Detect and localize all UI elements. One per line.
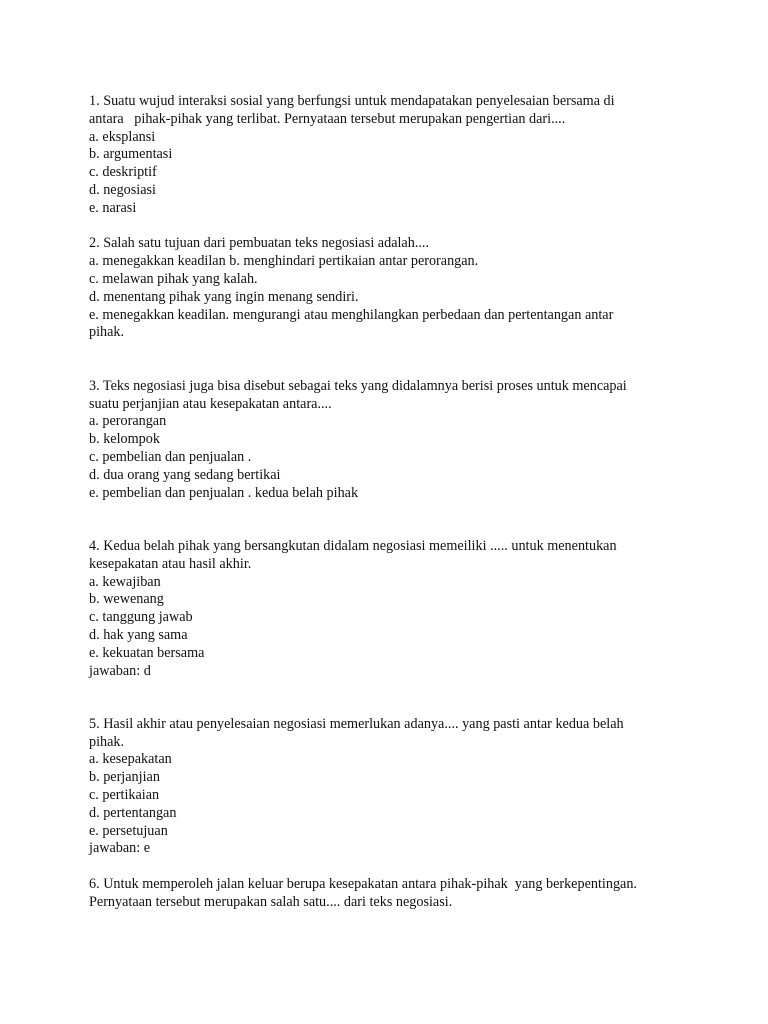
question-3-stem-line-2: suatu perjanjian atau kesepakatan antara.... bbox=[89, 395, 332, 412]
question-3-stem-line-1: 3. Teks negosiasi juga bisa disebut sebagai teks yang didalamnya berisi proses untuk mencapai bbox=[89, 377, 627, 394]
question-2-stem-line-1: 2. Salah satu tujuan dari pembuatan teks negosiasi adalah.... bbox=[89, 235, 430, 252]
question-6-stem-line-2: Pernyataan tersebut merupakan salah satu.... dari teks negosiasi. bbox=[89, 893, 453, 910]
question-1-stem-line-1: 1. Suatu wujud interaksi sosial yang berfungsi untuk mendapatakan penyelesaian bersama di bbox=[89, 93, 615, 109]
question-4-option-b: b. wewenang bbox=[89, 591, 164, 608]
question-4-stem-line-1: 4. Kedua belah pihak yang bersangkutan didalam negosiasi memeiliki ..... untuk menentukan bbox=[89, 537, 617, 554]
question-2-option-a-b: a. menegakkan keadilan b. menghindari pertikaian antar perorangan. bbox=[89, 253, 479, 270]
question-5-stem-line-1: 5. Hasil akhir atau penyelesaian negosiasi memerlukan adanya.... yang pasti antar kedua belah bbox=[89, 715, 624, 732]
question-5-option-b: b. perjanjian bbox=[89, 769, 160, 786]
question-1-option-a: a. eksplansi bbox=[89, 128, 156, 145]
question-5 bbox=[89, 716, 689, 858]
question-4-stem-line-2: kesepakatan atau hasil akhir. bbox=[89, 555, 252, 572]
question-4-option-d: d. hak yang sama bbox=[89, 626, 188, 643]
question-5-stem-line-2: pihak. bbox=[89, 733, 125, 750]
question-1-option-b: b. argumentasi bbox=[89, 146, 173, 163]
question-5-option-e: e. persetujuan bbox=[89, 822, 168, 839]
question-2-option-d: d. menentang pihak yang ingin menang sendiri. bbox=[89, 288, 359, 305]
question-3 bbox=[89, 378, 689, 503]
question-1 bbox=[89, 93, 689, 218]
question-3-option-d: d. dua orang yang sedang bertikai bbox=[89, 466, 281, 483]
quiz-document bbox=[89, 93, 689, 912]
question-6-stem-line-1: 6. Untuk memperoleh jalan keluar berupa kesepakatan antara pihak-pihak yang berkepentingan. bbox=[89, 876, 637, 893]
question-5-answer: jawaban: e bbox=[89, 840, 151, 857]
question-1-option-d: d. negosiasi bbox=[89, 181, 156, 198]
question-4 bbox=[89, 538, 689, 680]
question-1-option-c: c. deskriptif bbox=[89, 164, 157, 181]
question-5-option-a: a. kesepakatan bbox=[89, 751, 172, 768]
question-6 bbox=[89, 876, 689, 912]
question-1-stem-line-2: antara pihak-pihak yang terlibat. Pernyataan tersebut merupakan pengertian dari.... bbox=[89, 110, 566, 127]
question-3-option-b: b. kelompok bbox=[89, 431, 160, 448]
question-4-option-e: e. kekuatan bersama bbox=[89, 644, 205, 661]
question-3-option-c: c. pembelian dan penjualan . bbox=[89, 448, 252, 465]
question-5-option-d: d. pertentangan bbox=[89, 804, 177, 821]
question-2-option-e: e. menegakkan keadilan. mengurangi atau menghilangkan perbedaan dan pertentangan antar bbox=[89, 306, 614, 323]
question-4-option-a: a. kewajiban bbox=[89, 573, 161, 590]
question-1-option-e: e. narasi bbox=[89, 199, 137, 216]
question-3-option-a: a. perorangan bbox=[89, 413, 167, 430]
question-2 bbox=[89, 235, 689, 342]
question-5-option-c: c. pertikaian bbox=[89, 787, 160, 804]
question-4-answer: jawaban: d bbox=[89, 662, 151, 679]
question-3-option-e: e. pembelian dan penjualan . kedua belah pihak bbox=[89, 484, 359, 501]
question-4-option-c: c. tanggung jawab bbox=[89, 609, 193, 626]
question-2-option-e-cont: pihak. bbox=[89, 324, 125, 341]
question-2-option-c: c. melawan pihak yang kalah. bbox=[89, 270, 258, 287]
